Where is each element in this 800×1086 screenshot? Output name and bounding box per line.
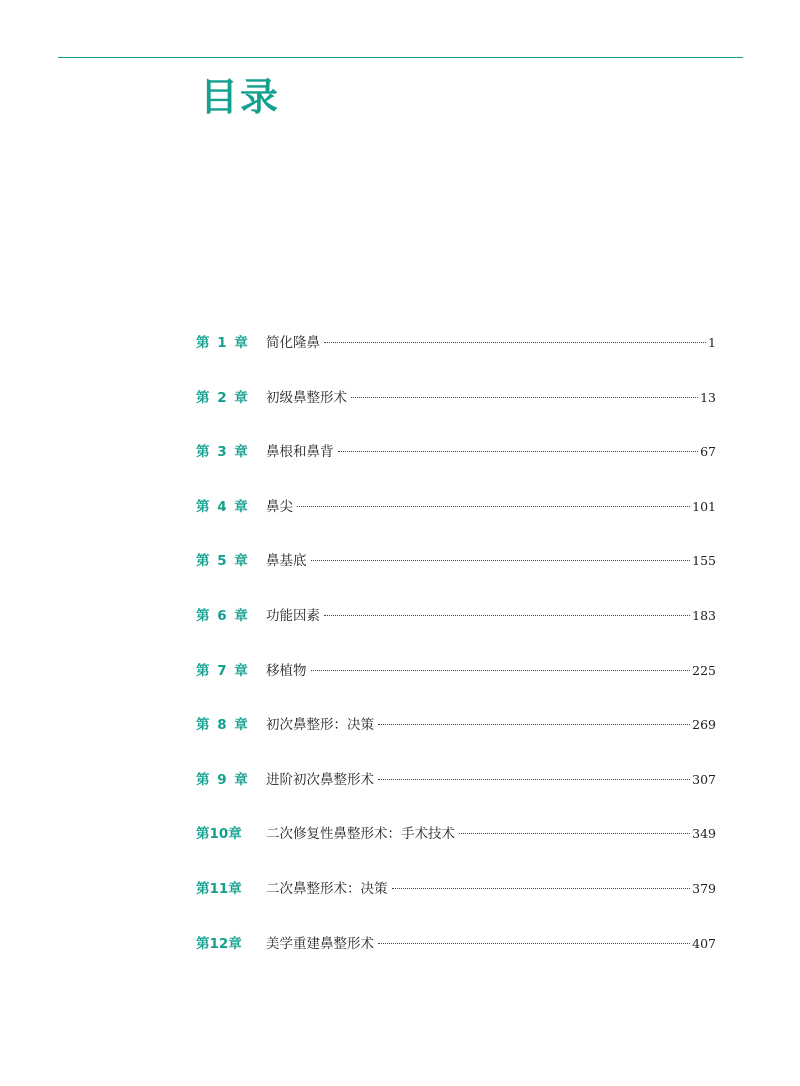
dot-leader	[378, 943, 690, 944]
page-number: 269	[692, 717, 716, 733]
header-rule	[58, 57, 743, 58]
chapter-title: 简化隆鼻	[266, 335, 320, 351]
chapter-label: 第 7 章	[196, 662, 248, 679]
dot-leader	[378, 779, 690, 780]
chapter-title: 鼻基底	[266, 553, 307, 570]
toc-entry-12[interactable]	[196, 934, 716, 989]
chapter-label: 第 6 章	[196, 607, 248, 624]
chapter-title: 进阶初次鼻整形术	[266, 771, 374, 788]
toc-entry-8[interactable]	[196, 715, 716, 770]
dot-leader	[392, 888, 691, 889]
toc-entry-7[interactable]	[196, 661, 716, 716]
dot-leader	[459, 833, 690, 834]
chapter-label: 第 9 章	[196, 771, 248, 788]
toc-entry-9[interactable]	[196, 770, 716, 825]
chapter-label: 第11章	[196, 880, 242, 897]
chapter-title: 鼻尖	[266, 498, 293, 515]
dot-leader	[311, 670, 691, 671]
page-number: 379	[692, 880, 716, 896]
page-title: 目录	[200, 75, 281, 119]
toc-entry-2[interactable]	[196, 388, 716, 443]
chapter-label: 第 2 章	[196, 389, 248, 406]
page-number: 13	[700, 389, 716, 405]
chapter-label: 第10章	[196, 826, 242, 843]
chapter-label: 第12章	[196, 935, 242, 952]
toc-entry-6[interactable]	[196, 606, 716, 661]
chapter-title: 初次鼻整形：决策	[266, 717, 374, 734]
page-number: 349	[692, 826, 716, 842]
chapter-label: 第 8 章	[196, 717, 248, 734]
dot-leader	[338, 451, 699, 452]
chapter-label: 第 4 章	[196, 498, 248, 515]
page-number: 407	[692, 935, 716, 951]
dot-leader	[324, 615, 690, 616]
toc-entry-3[interactable]	[196, 442, 716, 497]
toc-entry-11[interactable]	[196, 879, 716, 934]
dot-leader	[378, 724, 690, 725]
page-number: 101	[692, 498, 716, 514]
chapter-label: 第 3 章	[196, 444, 248, 461]
page-number: 155	[692, 553, 716, 569]
chapter-label: 第 1 章	[196, 335, 248, 351]
chapter-title: 鼻根和鼻背	[266, 444, 334, 461]
chapter-title: 初级鼻整形术	[266, 389, 347, 406]
chapter-title: 二次修复性鼻整形术：手术技术	[266, 826, 455, 843]
page-number: 307	[692, 771, 716, 787]
chapter-title: 功能因素	[266, 607, 320, 624]
page-number: 225	[692, 662, 716, 678]
chapter-title: 移植物	[266, 662, 307, 679]
table-of-contents	[196, 333, 716, 988]
page-number: 183	[692, 607, 716, 623]
toc-entry-4[interactable]	[196, 497, 716, 552]
dot-leader	[324, 342, 706, 343]
page-number: 67	[700, 444, 716, 460]
dot-leader	[351, 397, 698, 398]
toc-entry-1[interactable]	[196, 333, 716, 388]
chapter-title: 美学重建鼻整形术	[266, 935, 374, 952]
chapter-title: 二次鼻整形术：决策	[266, 880, 388, 897]
toc-entry-5[interactable]	[196, 551, 716, 606]
chapter-label: 第 5 章	[196, 553, 248, 570]
dot-leader	[297, 506, 690, 507]
toc-entry-10[interactable]	[196, 824, 716, 879]
dot-leader	[311, 560, 691, 561]
page-number: 1	[708, 335, 716, 350]
